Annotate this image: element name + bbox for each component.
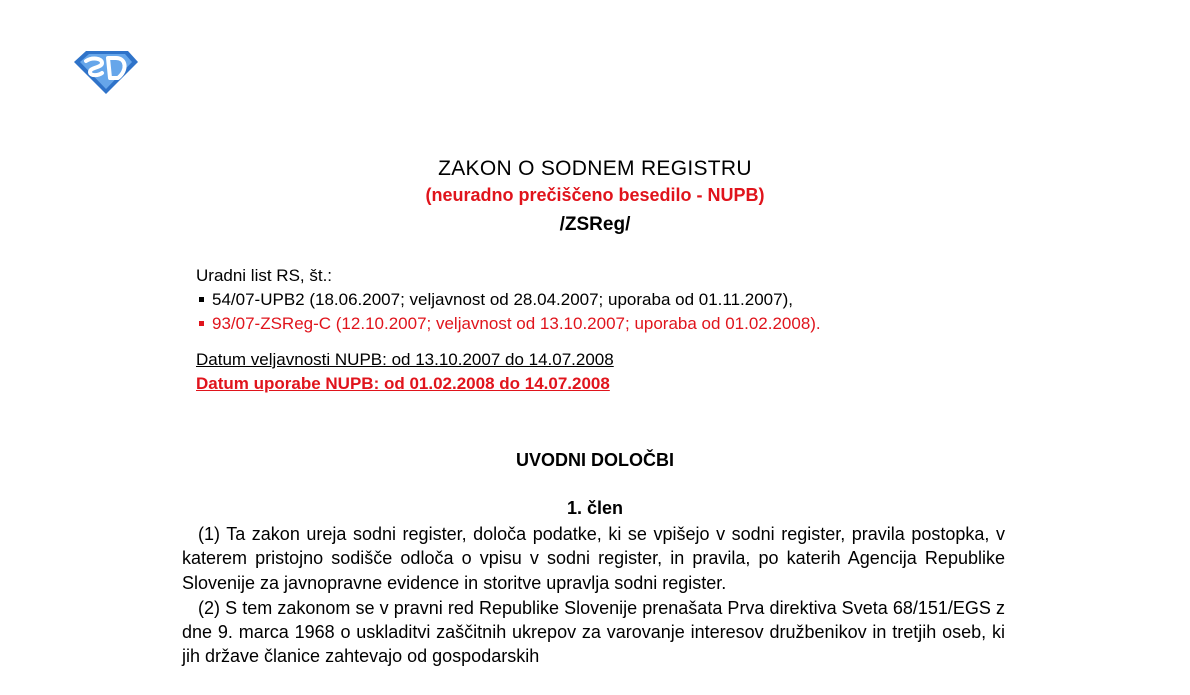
validity-block [196, 348, 614, 396]
sd-shield-logo-icon [72, 48, 140, 96]
document-abbreviation: /ZSReg/ [559, 214, 631, 235]
document-subtitle: (neuradno prečiščeno besedilo - NUPB) [425, 185, 765, 205]
square-bullet-icon [199, 321, 204, 326]
paragraph: (2) S tem zakonom se v pravni red Republike Slovenije prenašata Prva direktiva Sveta 68/151/EGS z dne 9. marca 1968 o uskladitvi zaščitnih ukrepov za varovanje interesov družbenikov in tretjih oseb, ki jih države članice zahtevajo od gospodarskih [182, 597, 1005, 667]
article-heading: 1. člen [566, 498, 624, 518]
document-title: ZAKON O SODNEM REGISTRU [438, 157, 752, 180]
gazette-item-amendment: 93/07-ZSReg-C (12.10.2007; veljavnost od 13.10.2007; uporaba od 01.02.2008). [196, 312, 821, 336]
validity-date-line: Datum veljavnosti NUPB: od 13.10.2007 do 14.07.2008 [196, 350, 614, 369]
gazette-item: 54/07-UPB2 (18.06.2007; veljavnost od 28.04.2007; uporaba od 01.11.2007), [196, 288, 821, 312]
article-body [182, 522, 1005, 670]
square-bullet-icon [199, 297, 204, 302]
section-heading: UVODNI DOLOČBI [515, 450, 674, 470]
gazette-list [196, 264, 821, 336]
use-date-line: Datum uporabe NUPB: od 01.02.2008 do 14.07.2008 [196, 374, 610, 393]
paragraph: (1) Ta zakon ureja sodni register, določa podatke, ki se vpišejo v sodni register, pravila postopka, v katerem pristojno sodišče odloča o vpisu v sodni register, in pravila, po katerih Agencija Republike Slovenije za javnopravne evidence in storitve upravlja sodni register. [182, 524, 1005, 593]
gazette-heading: Uradni list RS, št.: [196, 266, 333, 285]
